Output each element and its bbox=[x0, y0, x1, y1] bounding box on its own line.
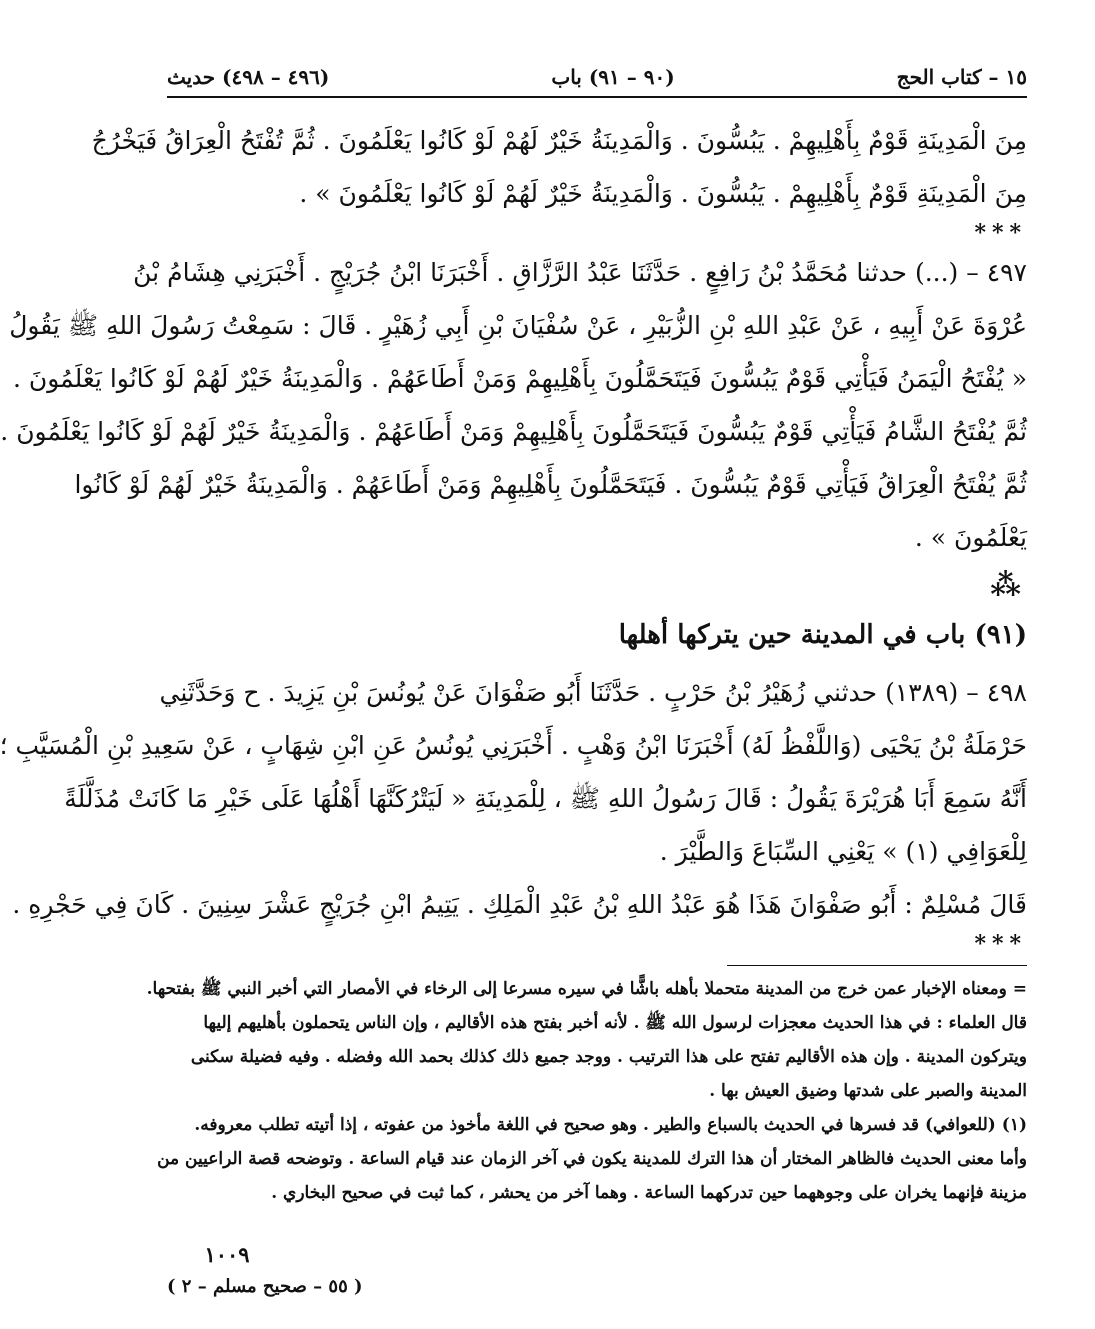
hadith-498-line: ٤٩٨ – (١٣٨٩) حدثني زُهَيْرُ بْنُ حَرْبٍ . حَدَّثَنَا أَبُو صَفْوَانَ عَنْ يُونُسَ بْنِ يَزِيدَ . ح وَحَدَّثَنِي bbox=[159, 678, 1027, 707]
chapter-separator: ⁂ bbox=[990, 568, 1027, 603]
hadith-497-line: يَعْلَمُونَ » . bbox=[914, 523, 1027, 552]
footnote-line: = ومعناه الإخبار عمن خرج من المدينة متحملا بأهله باشًّا في سيره مسرعا إلى الرخاء في الأمصار التي أخبر النبي ﷺ بفتحها. bbox=[146, 979, 1027, 999]
text-line: مِنَ الْمَدِينَةِ قَوْمٌ بِأَهْلِيهِمْ . يَبُسُّونَ . وَالْمَدِينَةُ خَيْرٌ لَهُمْ لَوْ كَانُوا يَعْلَمُونَ . ثُمَّ تُفْتَحُ الْعِرَاقُ فَيَخْرُجُ bbox=[91, 126, 1027, 155]
footnotes bbox=[146, 972, 1027, 1210]
header-hadith-range: (٤٩٦ – ٤٩٨) حديث bbox=[167, 65, 330, 89]
hadith-498-line: أَنَّهُ سَمِعَ أَبَا هُرَيْرَةَ يَقُولُ : قَالَ رَسُولُ اللهِ ﷺ ، لِلْمَدِينَةِ « لَيَتْرُكَنَّهَا أَهْلُهَا عَلَى خَيْرِ مَا كَانَتْ مُذَلَّلَةً bbox=[64, 784, 1027, 813]
chapter-heading: (٩١) باب في المدينة حين يتركها أهلها bbox=[618, 620, 1027, 650]
hadith-497-line: ٤٩٧ – (...) حدثنا مُحَمَّدُ بْنُ رَافِعٍ . حَدَّثَنَا عَبْدُ الرَّزَّاقِ . أَخْبَرَنَا ابْنُ جُرَيْجٍ . أَخْبَرَنِي هِشَامُ بْنُ bbox=[133, 258, 1027, 287]
header-book-title: ١٥ – كتاب الحج bbox=[896, 65, 1027, 89]
footnote-divider bbox=[727, 965, 1027, 966]
main-text bbox=[0, 114, 1027, 957]
hadith-498-line: لِلْعَوَافِي (١) » يَعْنِي السِّبَاعَ وَالطَّيْرَ . bbox=[659, 837, 1027, 866]
muslim-note: قَالَ مُسْلِمٌ : أَبُو صَفْوَانَ هَذَا هُوَ عَبْدُ اللهِ بْنُ عَبْدِ الْمَلِكِ . يَتِيمُ ابْنِ جُرَيْجٍ عَشْرَ سِنِينَ . كَانَ فِي حَجْرِهِ . bbox=[12, 890, 1027, 919]
hadith-497-line: « يُفْتَحُ الْيَمَنُ فَيَأْتِي قَوْمٌ يَبُسُّونَ فَيَتَحَمَّلُونَ بِأَهْلِيهِمْ وَمَنْ أَطَاعَهُمْ . وَالْمَدِينَةُ خَيْرٌ لَهُمْ لَوْ كَانُوا يَعْلَمُونَ . bbox=[12, 364, 1027, 393]
footnote-line: ويتركون المدينة . وإن هذه الأقاليم تفتح على هذا الترتيب . ووجد جميع ذلك كذلك بحمد الله وفضله . وفيه فضيلة سكنى bbox=[190, 1047, 1027, 1067]
signature-mark: ( ٥٥ – صحيح مسلم – ٢ ) bbox=[167, 1276, 363, 1297]
hadith-498-line: حَرْمَلَةُ بْنُ يَحْيَى (وَاللَّفْظُ لَهُ) أَخْبَرَنَا ابْنُ وَهْبٍ . أَخْبَرَنِي يُونُسُ عَنِ ابْنِ شِهَابٍ ، عَنْ سَعِيدِ بْنِ الْمُسَيَّبِ ؛ bbox=[0, 731, 1027, 760]
book-page bbox=[0, 58, 1027, 1308]
header-chapter-range: (٩٠ – ٩١) باب bbox=[551, 65, 675, 89]
text-line: مِنَ الْمَدِينَةِ قَوْمٌ بِأَهْلِيهِمْ . يَبُسُّونَ . وَالْمَدِينَةُ خَيْرٌ لَهُمْ لَوْ كَانُوا يَعْلَمُونَ » . bbox=[299, 179, 1027, 208]
hadith-497-line: ثُمَّ يُفْتَحُ الْعِرَاقُ فَيَأْتِي قَوْمٌ يَبُسُّونَ . فَيَتَحَمَّلُونَ بِأَهْلِيهِمْ وَمَنْ أَطَاعَهُمْ . وَالْمَدِينَةُ خَيْرٌ لَهُمْ لَوْ كَانُوا bbox=[74, 470, 1027, 499]
page-header bbox=[167, 58, 1027, 98]
footnote-line: مزينة فإنهما يخران على وجوههما حين تدركهما الساعة . وهما آخر من يحشر ، كما ثبت في صحيح البخاري . bbox=[271, 1183, 1027, 1203]
footnote-line: وأما معنى الحديث فالظاهر المختار أن هذا الترك للمدينة يكون في آخر الزمان عند قيام الساعة . وتوضحه قصة الراعيين من bbox=[157, 1149, 1027, 1169]
hadith-497-line: عُرْوَةَ عَنْ أَبِيهِ ، عَنْ عَبْدِ اللهِ بْنِ الزُّبَيْرِ ، عَنْ سُفْيَانَ بْنِ أَبِي زُهَيْرٍ . قَالَ : سَمِعْتُ رَسُولَ اللهِ ﷺ يَقُولُ bbox=[9, 311, 1027, 340]
section-separator: *** bbox=[974, 220, 1027, 246]
page-number: ١٠٠٩ bbox=[204, 1242, 250, 1267]
footnote-line: قال العلماء : في هذا الحديث معجزات لرسول الله ﷺ . لأنه أخبر بفتح هذه الأقاليم ، وإن الناس يتحملون بأهليهم إليها bbox=[203, 1013, 1027, 1033]
hadith-497-line: ثُمَّ يُفْتَحُ الشَّامُ فَيَأْتِي قَوْمٌ يَبُسُّونَ فَيَتَحَمَّلُونَ بِأَهْلِيهِمْ وَمَنْ أَطَاعَهُمْ . وَالْمَدِينَةُ خَيْرٌ لَهُمْ لَوْ كَانُوا يَعْلَمُونَ . bbox=[0, 417, 1027, 446]
footnote-line: المدينة والصبر على شدتها وضيق العيش بها . bbox=[709, 1081, 1027, 1101]
footnote-line: (١) (للعوافي) قد فسرها في الحديث بالسباع والطير . وهو صحيح في اللغة مأخوذ من عفوته ، إذا أتيته تطلب معروفه. bbox=[194, 1115, 1027, 1135]
section-separator: *** bbox=[974, 931, 1027, 957]
